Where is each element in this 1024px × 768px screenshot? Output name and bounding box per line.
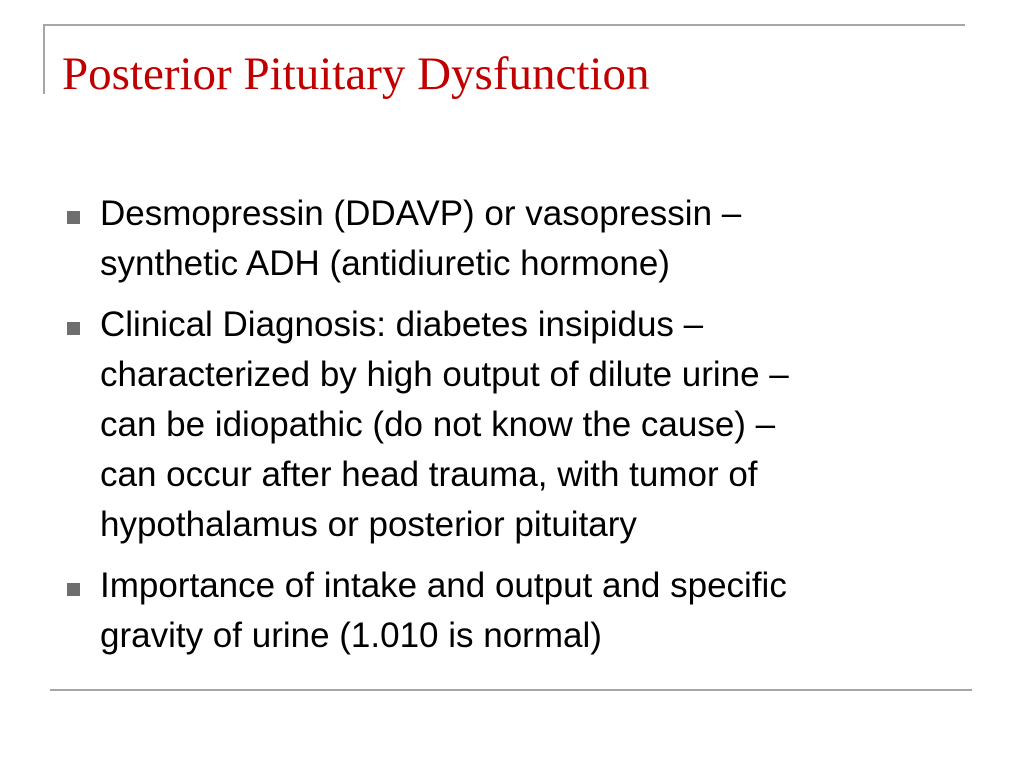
slide-title: Posterior Pituitary Dysfunction [62,48,650,100]
bullet-line: can occur after head trauma, with tumor of [100,455,758,494]
bullet-item-1 [62,189,962,289]
bottom-rule [50,689,972,691]
bullet-line: characterized by high output of dilute urine – [100,355,789,394]
square-bullet-icon [67,211,80,224]
bullet-line: Clinical Diagnosis: diabetes insipidus – [100,305,704,344]
bullet-line: can be idiopathic (do not know the cause) – [100,405,776,444]
bullet-line: Desmopressin (DDAVP) or vasopressin – [100,194,742,233]
square-bullet-icon [67,322,80,335]
bullet-list [62,189,962,672]
bullet-line: hypothalamus or posterior pituitary [100,505,637,544]
bullet-item-3 [62,561,962,661]
bullet-line: gravity of urine (1.010 is normal) [100,616,602,655]
bullet-line: synthetic ADH (antidiuretic hormone) [100,244,670,283]
left-rule [43,24,45,94]
top-rule [43,24,965,26]
bullet-line: Importance of intake and output and specific [100,566,787,605]
bullet-item-2 [62,300,962,550]
square-bullet-icon [67,583,80,596]
